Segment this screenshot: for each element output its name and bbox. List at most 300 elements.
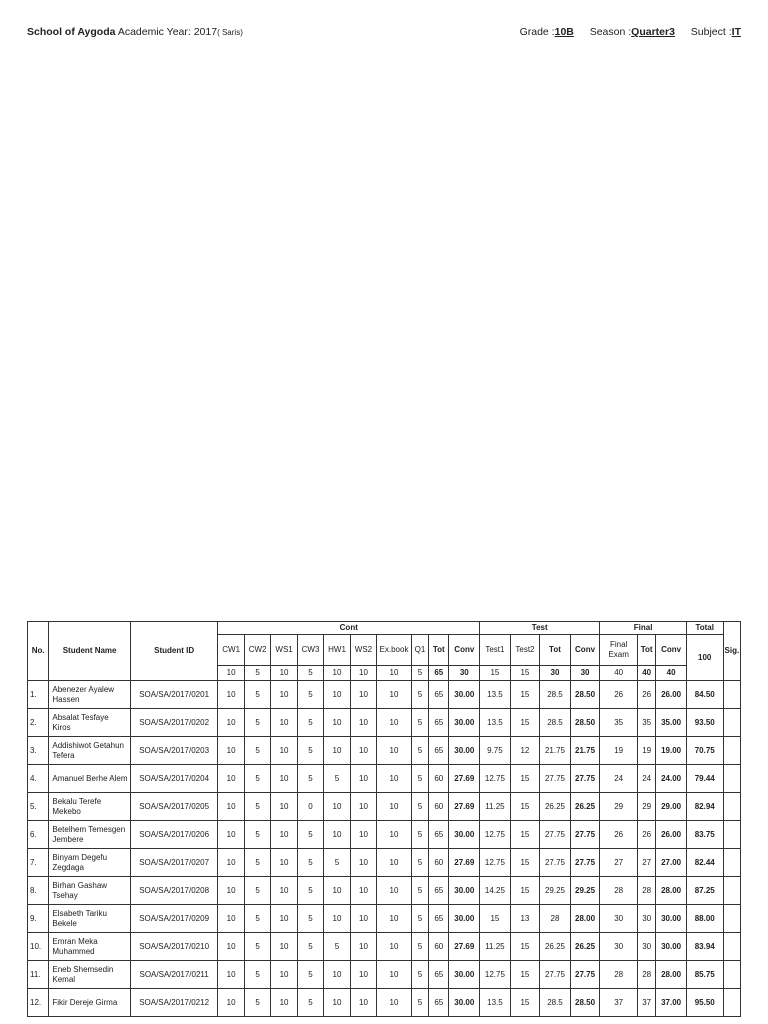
score-cell: 10	[271, 905, 297, 933]
score-cell: 5	[244, 989, 270, 1017]
score-cell: 26.00	[656, 681, 687, 709]
signature-cell	[723, 961, 740, 989]
school-name: School of Aygoda	[27, 26, 116, 38]
score-cell: 10	[350, 961, 376, 989]
score-cell: 11.25	[480, 933, 511, 961]
score-cell: 28.50	[570, 989, 600, 1017]
score-cell: 10	[218, 765, 244, 793]
score-cell: 10	[377, 709, 412, 737]
signature-cell	[723, 821, 740, 849]
grade-table	[27, 621, 741, 1017]
score-cell: 30.00	[449, 737, 480, 765]
score-cell: 10	[377, 737, 412, 765]
score-cell: 5	[244, 765, 270, 793]
score-cell: 15	[510, 709, 540, 737]
score-cell: 60	[429, 849, 449, 877]
academic-year: 2017	[193, 26, 218, 38]
score-cell: 27.00	[656, 849, 687, 877]
score-cell: 10	[377, 877, 412, 905]
student-name: Bekalu Terefe Mekebo	[49, 793, 130, 821]
score-cell: 15	[510, 821, 540, 849]
score-cell: 27.75	[540, 765, 571, 793]
score-cell: 5	[244, 821, 270, 849]
col-cont-ws2: WS2	[350, 635, 376, 666]
score-cell: 65	[429, 989, 449, 1017]
row-number: 11.	[28, 961, 49, 989]
score-cell: 60	[429, 933, 449, 961]
max-points: 10	[271, 666, 297, 681]
score-cell: 26.25	[540, 793, 571, 821]
student-id: SOA/SA/2017/0208	[130, 877, 218, 905]
score-cell: 30	[600, 905, 638, 933]
max-points: 30	[570, 666, 600, 681]
score-cell: 5	[411, 989, 428, 1017]
score-cell: 30.00	[449, 961, 480, 989]
academic-year-note: ( Saris)	[217, 28, 243, 37]
score-cell: 5	[244, 681, 270, 709]
score-cell: 10	[350, 849, 376, 877]
score-cell: 5	[411, 961, 428, 989]
total-score: 79.44	[686, 765, 723, 793]
score-cell: 10	[350, 793, 376, 821]
score-cell: 26.25	[540, 933, 571, 961]
score-cell: 12.75	[480, 849, 511, 877]
total-max: 100	[686, 635, 723, 681]
score-cell: 5	[411, 681, 428, 709]
score-cell: 37	[600, 989, 638, 1017]
score-cell: 10	[218, 849, 244, 877]
max-points: 5	[244, 666, 270, 681]
score-cell: 12.75	[480, 821, 511, 849]
score-cell: 30	[600, 933, 638, 961]
score-cell: 10	[377, 905, 412, 933]
score-cell: 10	[271, 961, 297, 989]
score-cell: 10	[377, 765, 412, 793]
score-cell: 21.75	[570, 737, 600, 765]
student-id: SOA/SA/2017/0209	[130, 905, 218, 933]
student-name: Betelhem Temesgen Jembere	[49, 821, 130, 849]
header-right	[520, 26, 741, 38]
score-cell: 27.75	[570, 821, 600, 849]
score-cell: 5	[244, 737, 270, 765]
score-cell: 26	[638, 681, 656, 709]
score-cell: 15	[510, 849, 540, 877]
table-row	[28, 681, 741, 709]
table-row	[28, 961, 741, 989]
score-cell: 5	[411, 793, 428, 821]
score-cell: 5	[411, 821, 428, 849]
max-points: 10	[377, 666, 412, 681]
score-cell: 24	[638, 765, 656, 793]
signature-cell	[723, 765, 740, 793]
score-cell: 13.5	[480, 989, 511, 1017]
score-cell: 5	[244, 793, 270, 821]
student-name: Amanuel Berhe Alem	[49, 765, 130, 793]
col-final-tot: Tot	[638, 635, 656, 666]
score-cell: 30.00	[449, 681, 480, 709]
score-cell: 5	[411, 765, 428, 793]
student-id: SOA/SA/2017/0206	[130, 821, 218, 849]
score-cell: 37	[638, 989, 656, 1017]
table-row	[28, 905, 741, 933]
col-cont-q1: Q1	[411, 635, 428, 666]
score-cell: 10	[218, 709, 244, 737]
score-cell: 5	[297, 681, 323, 709]
group-cont: Cont	[218, 622, 480, 635]
score-cell: 10	[218, 821, 244, 849]
student-id: SOA/SA/2017/0203	[130, 737, 218, 765]
score-cell: 13.5	[480, 681, 511, 709]
score-cell: 5	[297, 905, 323, 933]
score-cell: 5	[324, 765, 350, 793]
col-test-tot: Tot	[540, 635, 571, 666]
report-header	[27, 26, 741, 42]
score-cell: 26	[600, 681, 638, 709]
score-cell: 27.75	[540, 849, 571, 877]
signature-cell	[723, 709, 740, 737]
score-cell: 27.69	[449, 933, 480, 961]
score-cell: 5	[244, 933, 270, 961]
table-row	[28, 821, 741, 849]
score-cell: 27	[600, 849, 638, 877]
score-cell: 10	[218, 737, 244, 765]
score-cell: 28.50	[570, 681, 600, 709]
score-cell: 10	[377, 989, 412, 1017]
header-left	[27, 26, 243, 38]
row-number: 1.	[28, 681, 49, 709]
score-cell: 10	[377, 933, 412, 961]
signature-cell	[723, 989, 740, 1017]
total-score: 83.94	[686, 933, 723, 961]
score-cell: 11.25	[480, 793, 511, 821]
score-cell: 10	[350, 709, 376, 737]
score-cell: 10	[271, 737, 297, 765]
student-name: Emran Meka Muhammed	[49, 933, 130, 961]
score-cell: 5	[244, 905, 270, 933]
score-cell: 10	[377, 793, 412, 821]
student-name: Absalat Tesfaye Kiros	[49, 709, 130, 737]
col-student-id: Student ID	[130, 622, 218, 681]
signature-cell	[723, 877, 740, 905]
total-score: 88.00	[686, 905, 723, 933]
student-name: Elsabeth Tariku Bekele	[49, 905, 130, 933]
table-row	[28, 709, 741, 737]
score-cell: 26.00	[656, 821, 687, 849]
academic-year-label: Academic Year:	[117, 26, 191, 38]
col-no: No.	[28, 622, 49, 681]
col-final-final-exam: Final Exam	[600, 635, 638, 666]
student-name: Abenezer Ayalew Hassen	[49, 681, 130, 709]
total-score: 70.75	[686, 737, 723, 765]
score-cell: 5	[244, 709, 270, 737]
score-cell: 35.00	[656, 709, 687, 737]
score-cell: 26.25	[570, 793, 600, 821]
score-cell: 28.5	[540, 709, 571, 737]
score-cell: 28.5	[540, 989, 571, 1017]
score-cell: 10	[218, 989, 244, 1017]
score-cell: 65	[429, 821, 449, 849]
score-cell: 5	[297, 849, 323, 877]
score-cell: 10	[324, 737, 350, 765]
score-cell: 10	[271, 849, 297, 877]
score-cell: 10	[271, 681, 297, 709]
score-cell: 65	[429, 709, 449, 737]
score-cell: 10	[271, 877, 297, 905]
student-name: Binyam Degefu Zegdaga	[49, 849, 130, 877]
signature-cell	[723, 737, 740, 765]
table-row	[28, 737, 741, 765]
max-points: 10	[324, 666, 350, 681]
max-points: 65	[429, 666, 449, 681]
score-cell: 10	[218, 961, 244, 989]
score-cell: 12.75	[480, 961, 511, 989]
max-points: 30	[540, 666, 571, 681]
row-number: 10.	[28, 933, 49, 961]
score-cell: 28	[540, 905, 571, 933]
score-cell: 5	[244, 961, 270, 989]
student-id: SOA/SA/2017/0204	[130, 765, 218, 793]
score-cell: 29.25	[570, 877, 600, 905]
score-cell: 10	[377, 961, 412, 989]
score-cell: 10	[218, 905, 244, 933]
score-cell: 24.00	[656, 765, 687, 793]
score-cell: 5	[244, 849, 270, 877]
student-name: Birhan Gashaw Tsehay	[49, 877, 130, 905]
score-cell: 13	[510, 905, 540, 933]
score-cell: 15	[510, 989, 540, 1017]
score-cell: 27.69	[449, 793, 480, 821]
score-cell: 29	[600, 793, 638, 821]
score-cell: 5	[297, 877, 323, 905]
row-number: 3.	[28, 737, 49, 765]
score-cell: 5	[297, 737, 323, 765]
score-cell: 19	[638, 737, 656, 765]
table-row	[28, 849, 741, 877]
student-id: SOA/SA/2017/0212	[130, 989, 218, 1017]
score-cell: 10	[350, 905, 376, 933]
score-cell: 28.00	[656, 961, 687, 989]
score-cell: 10	[377, 681, 412, 709]
col-student-name: Student Name	[49, 622, 130, 681]
score-cell: 5	[411, 877, 428, 905]
score-cell: 37.00	[656, 989, 687, 1017]
score-cell: 10	[271, 765, 297, 793]
total-score: 93.50	[686, 709, 723, 737]
col-cont-cw3: CW3	[297, 635, 323, 666]
score-cell: 10	[271, 709, 297, 737]
score-cell: 10	[350, 765, 376, 793]
score-cell: 28	[600, 877, 638, 905]
score-cell: 27.75	[570, 849, 600, 877]
score-cell: 5	[411, 933, 428, 961]
score-cell: 21.75	[540, 737, 571, 765]
subject-label: Subject :	[690, 26, 732, 38]
group-test: Test	[480, 622, 600, 635]
score-cell: 65	[429, 877, 449, 905]
max-points: 10	[350, 666, 376, 681]
signature-cell	[723, 681, 740, 709]
score-cell: 30	[638, 905, 656, 933]
score-cell: 5	[297, 821, 323, 849]
score-cell: 28.5	[540, 681, 571, 709]
score-cell: 12	[510, 737, 540, 765]
max-points: 15	[510, 666, 540, 681]
score-cell: 5	[244, 877, 270, 905]
score-cell: 10	[271, 933, 297, 961]
score-cell: 10	[377, 821, 412, 849]
score-cell: 10	[350, 933, 376, 961]
total-score: 84.50	[686, 681, 723, 709]
subject-value: IT	[731, 26, 741, 38]
score-cell: 27.69	[449, 849, 480, 877]
score-cell: 29.00	[656, 793, 687, 821]
score-cell: 10	[324, 681, 350, 709]
score-cell: 10	[324, 793, 350, 821]
score-cell: 27	[638, 849, 656, 877]
student-id: SOA/SA/2017/0202	[130, 709, 218, 737]
score-cell: 10	[271, 989, 297, 1017]
grade-label: Grade :	[519, 26, 555, 38]
score-cell: 29	[638, 793, 656, 821]
score-cell: 5	[411, 905, 428, 933]
score-cell: 5	[411, 737, 428, 765]
score-cell: 10	[324, 961, 350, 989]
score-cell: 30.00	[449, 709, 480, 737]
row-number: 2.	[28, 709, 49, 737]
score-cell: 26	[638, 821, 656, 849]
score-cell: 10	[350, 681, 376, 709]
total-score: 83.75	[686, 821, 723, 849]
score-cell: 19	[600, 737, 638, 765]
group-total: Total	[686, 622, 723, 635]
score-cell: 15	[510, 681, 540, 709]
score-cell: 12.75	[480, 765, 511, 793]
score-cell: 14.25	[480, 877, 511, 905]
score-cell: 10	[218, 793, 244, 821]
grade-body	[28, 681, 741, 1017]
row-number: 7.	[28, 849, 49, 877]
max-points: 40	[600, 666, 638, 681]
score-cell: 27.75	[570, 961, 600, 989]
col-test-test1: Test1	[480, 635, 511, 666]
score-cell: 10	[324, 821, 350, 849]
score-cell: 5	[297, 765, 323, 793]
score-cell: 10	[350, 877, 376, 905]
grade-value: 10B	[554, 26, 574, 38]
student-id: SOA/SA/2017/0201	[130, 681, 218, 709]
score-cell: 10	[324, 905, 350, 933]
score-cell: 15	[510, 961, 540, 989]
col-cont-cw2: CW2	[244, 635, 270, 666]
signature-cell	[723, 905, 740, 933]
score-cell: 0	[297, 793, 323, 821]
student-name: Addishiwot Getahun Tefera	[49, 737, 130, 765]
score-cell: 10	[218, 681, 244, 709]
score-cell: 10	[271, 821, 297, 849]
col-cont-hw1: HW1	[324, 635, 350, 666]
score-cell: 35	[638, 709, 656, 737]
max-points: 30	[449, 666, 480, 681]
score-cell: 30.00	[449, 905, 480, 933]
col-final-conv: Conv	[656, 635, 687, 666]
score-cell: 30.00	[449, 877, 480, 905]
row-number: 12.	[28, 989, 49, 1017]
student-id: SOA/SA/2017/0205	[130, 793, 218, 821]
score-cell: 10	[350, 989, 376, 1017]
student-id: SOA/SA/2017/0211	[130, 961, 218, 989]
total-score: 82.94	[686, 793, 723, 821]
col-cont-cw1: CW1	[218, 635, 244, 666]
score-cell: 29.25	[540, 877, 571, 905]
score-cell: 27.69	[449, 765, 480, 793]
score-cell: 28	[600, 961, 638, 989]
table-row	[28, 933, 741, 961]
score-cell: 30.00	[449, 821, 480, 849]
signature-cell	[723, 793, 740, 821]
total-score: 95.50	[686, 989, 723, 1017]
col-signature: Sig.	[723, 622, 740, 681]
total-score: 82.44	[686, 849, 723, 877]
row-number: 5.	[28, 793, 49, 821]
score-cell: 10	[271, 793, 297, 821]
season-label: Season :	[589, 26, 632, 38]
score-cell: 65	[429, 737, 449, 765]
table-row	[28, 793, 741, 821]
score-cell: 15	[480, 905, 511, 933]
score-cell: 5	[297, 989, 323, 1017]
student-id: SOA/SA/2017/0207	[130, 849, 218, 877]
col-cont-conv: Conv	[449, 635, 480, 666]
score-cell: 5	[324, 849, 350, 877]
score-cell: 27.75	[540, 961, 571, 989]
score-cell: 19.00	[656, 737, 687, 765]
score-cell: 28.50	[570, 709, 600, 737]
max-points: 40	[638, 666, 656, 681]
score-cell: 13.5	[480, 709, 511, 737]
score-cell: 35	[600, 709, 638, 737]
row-number: 6.	[28, 821, 49, 849]
max-points: 40	[656, 666, 687, 681]
score-cell: 28.00	[656, 877, 687, 905]
row-number: 4.	[28, 765, 49, 793]
season-value: Quarter3	[631, 26, 675, 38]
score-cell: 30.00	[656, 933, 687, 961]
table-row	[28, 989, 741, 1017]
score-cell: 10	[350, 821, 376, 849]
score-cell: 65	[429, 681, 449, 709]
score-cell: 65	[429, 905, 449, 933]
score-cell: 27.75	[540, 821, 571, 849]
score-cell: 15	[510, 877, 540, 905]
score-cell: 5	[324, 933, 350, 961]
score-cell: 5	[297, 961, 323, 989]
score-cell: 10	[377, 849, 412, 877]
score-cell: 5	[411, 849, 428, 877]
score-cell: 27.75	[570, 765, 600, 793]
score-cell: 5	[297, 933, 323, 961]
col-cont-tot: Tot	[429, 635, 449, 666]
score-cell: 5	[297, 709, 323, 737]
max-points: 5	[297, 666, 323, 681]
score-cell: 15	[510, 793, 540, 821]
score-cell: 30.00	[449, 989, 480, 1017]
score-cell: 5	[411, 709, 428, 737]
score-cell: 30	[638, 933, 656, 961]
row-number: 8.	[28, 877, 49, 905]
max-points: 5	[411, 666, 428, 681]
group-final: Final	[600, 622, 687, 635]
total-score: 87.25	[686, 877, 723, 905]
